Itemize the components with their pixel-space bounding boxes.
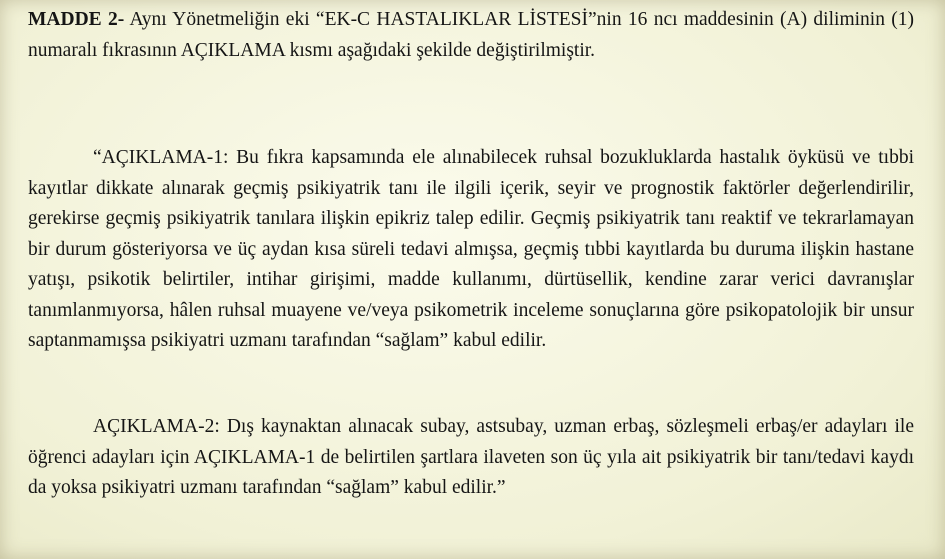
aciklama-1-paragraph: “AÇIKLAMA-1: Bu fıkra kapsamında ele alınabilecek ruhsal bozukluklarda hastalık öyküsü ve tıbbi kayıtlar dikkate alınarak geçmiş psikiyatrik tanı ile ilgili içerik, seyir ve prognostik faktörler değerlendirilir, gerekirse geçmiş psikiyatrik tanılara ilişkin epikriz talep edilir. Geçmiş psikiyatrik tanı reaktif ve tekrarlamayan bir durum gösteriyorsa ve üç aydan kısa süreli tedavi almışsa, geçmiş tıbbi kayıtlarda bu duruma ilişkin hastane yatışı, psikotik belirtiler, intihar girişimi, madde kullanımı, dürtüsellik, kendine zarar verici davranışlar tanımlanmıyorsa, hâlen ruhsal muayene ve/veya psikometrik inceleme sonuçlarına göre psikopatolojik bir unsur saptanmamışsa psikiyatri uzmanı tarafından “sağlam” kabul edilir. [28,147,914,351]
article-label: MADDE 2- [28,9,125,30]
aciklama-2-paragraph: AÇIKLAMA-2: Dış kaynaktan alınacak subay, astsubay, uzman erbaş, sözleşmeli erbaş/er adayları ile öğrenci adayları için AÇIKLAMA-1 de belirtilen şartlara ilaveten son üç yıla ait psikiyatrik bir tanı/tedavi kaydı da yoksa psikiyatri uzmanı tarafından “sağlam” kabul edilir.” [28,416,914,498]
article-text: Aynı Yönetmeliğin eki “EK-C HASTALIKLAR LİSTESİ”nin 16 ncı maddesinin (A) diliminin (1) numaralı fıkrasının AÇIKLAMA kısmı aşağıdaki şekilde değiştirilmiştir. [28,9,914,61]
article-paragraph [28,5,914,66]
